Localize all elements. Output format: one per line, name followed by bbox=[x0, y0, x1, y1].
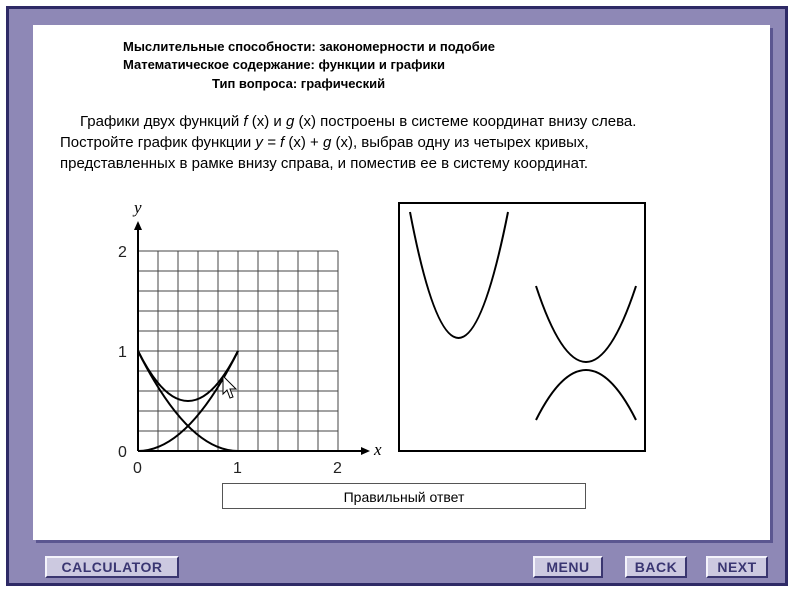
y-tick-2: 2 bbox=[118, 244, 127, 261]
correct-answer-button[interactable]: Правильный ответ bbox=[222, 483, 586, 509]
skill-label: Мыслительные способности: закономерности и подобие bbox=[123, 39, 495, 54]
x-tick-2: 2 bbox=[333, 460, 342, 477]
task-text bbox=[60, 111, 760, 174]
x-tick-0: 0 bbox=[133, 460, 142, 477]
x-axis-arrow bbox=[361, 447, 370, 455]
menu-button[interactable]: MENU bbox=[533, 556, 603, 578]
y-axis-label: y bbox=[134, 198, 142, 217]
y-axis-arrow bbox=[134, 221, 142, 230]
mouse-pointer-icon bbox=[223, 376, 236, 398]
x-axis-label: x bbox=[374, 440, 382, 459]
content-label: Математическое содержание: функции и графики bbox=[123, 57, 445, 72]
curve-choices-border bbox=[399, 203, 645, 451]
back-button[interactable]: BACK bbox=[625, 556, 687, 578]
question-type-label: Тип вопроса: графический bbox=[212, 76, 386, 91]
y-tick-1: 1 bbox=[118, 344, 127, 361]
x-tick-1: 1 bbox=[233, 460, 242, 477]
coordinate-system[interactable] bbox=[112, 195, 392, 485]
calculator-button[interactable]: CALCULATOR bbox=[45, 556, 179, 578]
task-line-3: представленных в рамке внизу справа, и поместив ее в систему координат. bbox=[60, 155, 589, 172]
next-button[interactable]: NEXT bbox=[706, 556, 768, 578]
task-line-1: Графики двух функций f (x) и g (x) построены в системе координат внизу слева. bbox=[80, 113, 637, 130]
curve-choices-frame bbox=[398, 202, 648, 454]
task-line-2: Постройте график функции y = f (x) + g (x), выбрав одну из четырех кривых, bbox=[60, 134, 589, 151]
y-tick-0: 0 bbox=[118, 444, 127, 461]
